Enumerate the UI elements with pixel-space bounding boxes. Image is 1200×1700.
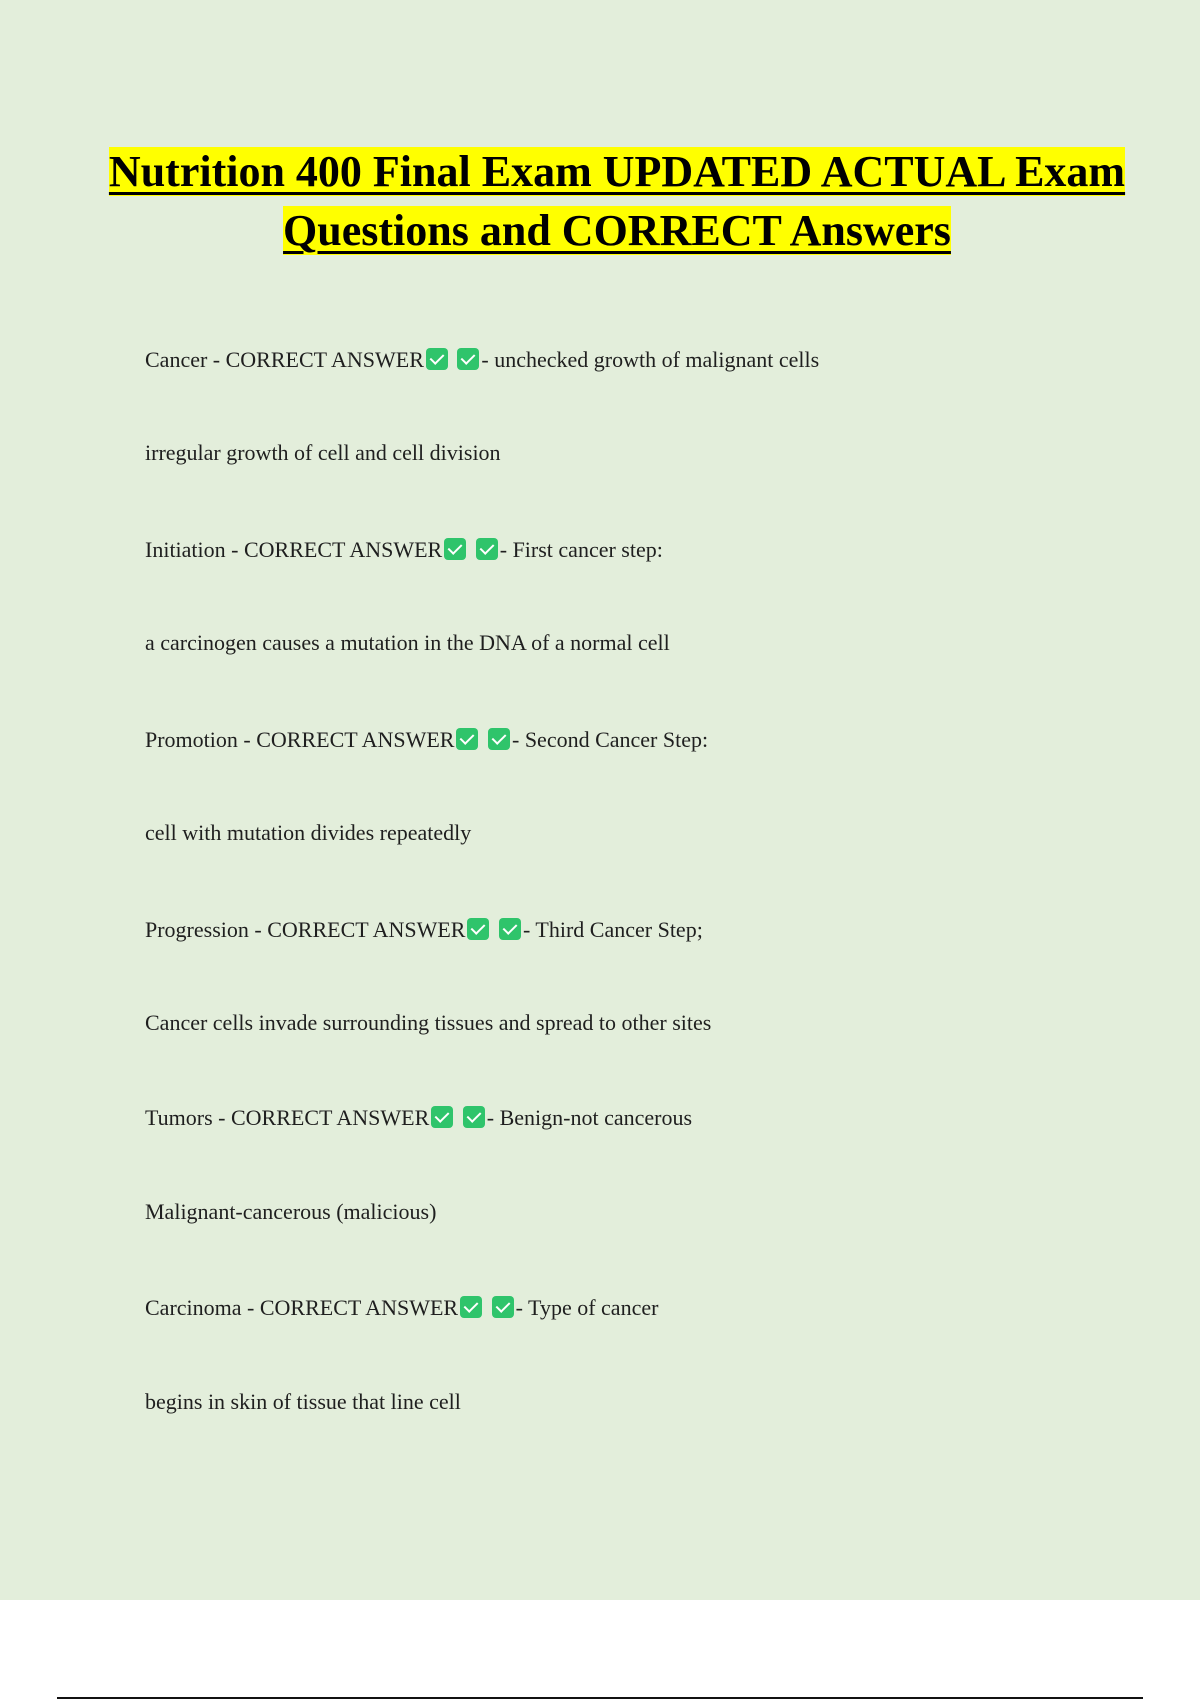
- answer-marker: CORRECT ANSWER: [256, 727, 455, 752]
- qa-detail-cancer: irregular growth of cell and cell division: [145, 440, 501, 465]
- qa-detail-progression: Cancer cells invade surrounding tissues and spread to other sites: [145, 1010, 712, 1035]
- check-icon: [499, 918, 521, 940]
- check-icon: [460, 1296, 482, 1318]
- qa-question-initiation: Initiation - CORRECT ANSWER - First cancer step:: [145, 537, 663, 562]
- qa-detail-initiation: a carcinogen causes a mutation in the DNA of a normal cell: [145, 630, 670, 655]
- qa-term: Tumors: [145, 1105, 213, 1130]
- check-icon: [456, 728, 478, 750]
- answer-marker: CORRECT ANSWER: [225, 347, 424, 372]
- qa-definition: Second Cancer Step:: [524, 727, 709, 752]
- check-icon: [492, 1296, 514, 1318]
- qa-definition: Type of cancer: [528, 1295, 659, 1320]
- qa-definition: First cancer step:: [512, 537, 663, 562]
- qa-detail-carcinoma: begins in skin of tissue that line cell: [145, 1389, 461, 1414]
- qa-question-progression: Progression - CORRECT ANSWER - Third Cancer Step;: [145, 917, 703, 942]
- check-icon: [476, 538, 498, 560]
- answer-marker: CORRECT ANSWER: [231, 1105, 430, 1130]
- document-title-text: Nutrition 400 Final Exam UPDATED ACTUAL Exam Questions and CORRECT Answers: [108, 147, 1126, 255]
- qa-definition: Benign-not cancerous: [499, 1105, 693, 1130]
- qa-detail-promotion: cell with mutation divides repeatedly: [145, 820, 472, 845]
- qa-question-promotion: Promotion - CORRECT ANSWER - Second Cancer Step:: [145, 727, 709, 752]
- qa-term: Cancer: [145, 347, 208, 372]
- check-icon: [444, 538, 466, 560]
- qa-definition: Third Cancer Step;: [535, 917, 703, 942]
- footer-divider: [57, 1697, 1143, 1699]
- qa-term: Progression: [145, 917, 249, 942]
- document-title: [100, 142, 1134, 260]
- qa-question-cancer: Cancer - CORRECT ANSWER - unchecked growth of malignant cells: [145, 347, 820, 372]
- qa-question-tumors: Tumors - CORRECT ANSWER - Benign-not cancerous: [145, 1105, 693, 1130]
- check-icon: [467, 918, 489, 940]
- answer-marker: CORRECT ANSWER: [243, 537, 443, 562]
- check-icon: [431, 1106, 453, 1128]
- check-icon: [488, 728, 510, 750]
- qa-definition: unchecked growth of malignant cells: [494, 347, 820, 372]
- check-icon: [426, 348, 448, 370]
- qa-term: Initiation: [145, 537, 226, 562]
- check-icon: [457, 348, 479, 370]
- answer-marker: CORRECT ANSWER: [267, 917, 466, 942]
- qa-term: Promotion: [145, 727, 238, 752]
- check-icon: [463, 1106, 485, 1128]
- qa-detail-tumors: Malignant-cancerous (malicious): [145, 1199, 437, 1224]
- qa-term: Carcinoma: [145, 1295, 242, 1320]
- qa-question-carcinoma: Carcinoma - CORRECT ANSWER - Type of cancer: [145, 1295, 659, 1320]
- answer-marker: CORRECT ANSWER: [259, 1295, 459, 1320]
